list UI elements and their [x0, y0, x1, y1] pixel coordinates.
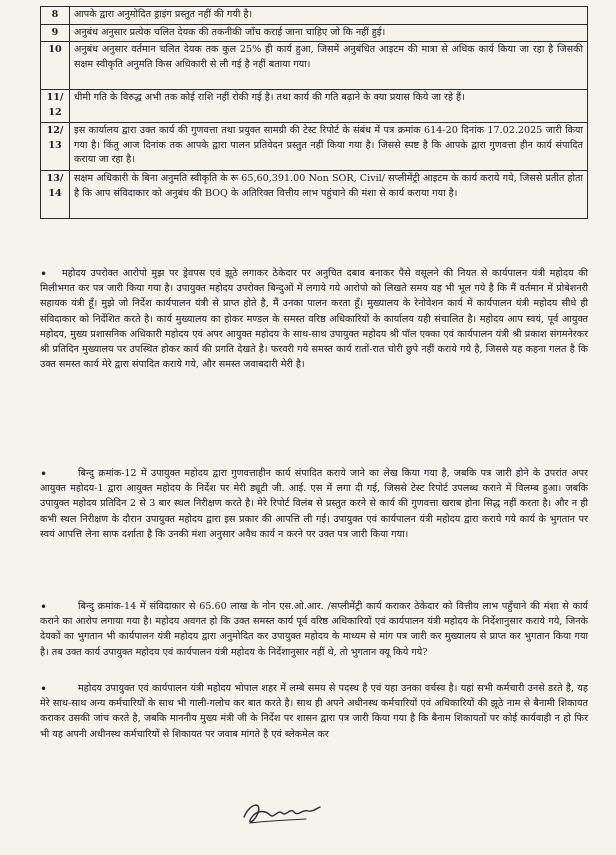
row-number: 8	[41, 7, 70, 25]
table-row	[41, 42, 588, 90]
bullet-icon: •	[40, 600, 48, 614]
signature-mark	[236, 793, 326, 833]
table-row	[41, 171, 588, 219]
table-row	[41, 90, 588, 123]
table-row	[41, 24, 588, 42]
body-paragraph: बिन्दु क्रमांक-14 में संविदाकार से 65.60 लाख के नोन एस.ओ.आर. /सप्लीमेंट्री कार्य कराकर ठेकेदार को वित्तीय लाभ पहुँचाने की मंशा से कार्य कराने का आरोप लगाया गया है। महोदय अवगत हो कि उक्त समस्त कार्य पूर्व वरिष्ठ अधिकारियों एवं कार्यपालन यंत्री महोदय के निर्देशानुसार कराये गये, जिनके देयकों का भुगतान भी कार्यपालन यंत्री महोदय द्वारा अनुमोदित कर उपायुक्त महोदय के माध्यम से मांग पत्र जारी कर मुख्यालय से प्राप्त कर भुगतान किया गया है। तब उक्त कार्य उपायुक्त महोदय एवं कार्यपालन यंत्री महोदय के निर्देशानुसार नहीं थे, तो भुगतान क्यू किये गये?	[40, 601, 588, 658]
table-row	[41, 7, 588, 25]
row-number: 12/ 13	[41, 123, 70, 171]
bullet-icon: •	[40, 467, 48, 481]
body-paragraph: महोदय उपायुक्त एवं कार्यपालन यंत्री महोदय भोपाल शहर में लम्बे समय से पदस्थ है एवं यहा उनका वर्चस्व है। यहां सभी कर्मचारी उनसे डरते है, यह मेरे साथ-साथ अन्य कर्मचारियों के साथ भी गाली-गलोच कर बात करते है। साथ ही अपने अधीनस्थ कर्मचारियों एवं अधिकारियों की झूठे नाम से बैनामी शिकायत कराकर उसकी जांच करते है, जबकि माननीय मुख्य मंत्री जी के निर्देश पर शासन द्वारा पत्र जारी किया गया है कि बैनाम शिकायतों पर कोई कार्यवाही न हो फिर भी यह अपनी अधीनस्थ कर्मचारियों से शिकायत पर जवाब मांगते है एवं ब्लेकमेल कर	[40, 683, 588, 740]
bullet-icon: •	[40, 267, 48, 281]
bullet-icon: •	[40, 682, 48, 696]
row-text: आपके द्वारा अनुमोदित ड्राइंग प्रस्तुत नहीं की गयी है।	[70, 7, 588, 25]
row-number: 9	[41, 24, 70, 42]
row-text: इस कार्यालय द्वारा उक्त कार्य की गुणवत्ता तथा प्रयुक्त सामग्री की टेस्ट रिपोर्ट के संबंध में पत्र क्रमांक 614-20 दिनांक 17.02.2025 जारी किया गया है। किंतु आज दिनांक तक आपके द्वारा पालन प्रतिवेदन प्रस्तुत नहीं किया गया है। जिससे स्पष्ट है कि आपके द्वारा गुणवत्ता हीन कार्य संपादित कराया जा रहा है।	[70, 123, 588, 171]
row-text: सक्षम अधिकारी के बिना अनुमति स्वीकृति के रू 65,60,391.00 Non SOR, Civil/ सप्लीमेंट्री आइटम के कार्य कराये गये, जिससे प्रतीत होता है कि आप संविदाकार को अनुबंध की BOQ के अतिरिक्त वित्तीय लाभ पहुंचाने की मंशा से कार्य कराया गया है।	[70, 171, 588, 219]
row-number: 13/ 14	[41, 171, 70, 219]
row-text: अनुबंध अनुसार वर्तमान चलित देयक तक कुल 25% ही कार्य हुआ, जिसमें अनुबंधित आइटम की मात्रा से अधिक कार्य किया जा रहा है जिसकी सक्षम स्वीकृति अनुमति किस अधिकारी से ली गई है नहीं बताया गया।	[70, 42, 588, 90]
row-text: धीमी गति के विरुद्ध अभी तक कोई राशि नहीं रोकी गई है। तथा कार्य की गति बढ़ाने के क्या प्रयास किये जा रहे हैं।	[70, 90, 588, 123]
row-number: 10	[41, 42, 70, 90]
body-paragraph: बिन्दु क्रमांक-12 में उपायुक्त महोदय द्वारा गुणवत्ताहीन कार्य संपादित कराये जाने का लेख किया गया है, जबकि पत्र जारी होने के उपरांत अपर आयुक्त महोदय-1 द्वारा आयुक्त महोदय के निर्देश पर मेरी ड्यूटी जी. आई. एस में लगा दी गई, जिससे टेस्ट रिपोर्ट उपलब्ध कराने में विलम्ब हुआ। जबकि उपायुक्त महोदय प्रतिदिन 2 से 3 बार स्थल निरीक्षण करते है। मेरे रिपोर्ट विलंब से प्रस्तुत करने से कार्य की गुणवत्ता खराब होना सिद्ध नहीं करता है। और न ही कभी स्थल निरीक्षण के दौरान उपायुक्त महोदय द्वारा इस प्रकार की आपत्ति ली गई। उपायुक्त एवं कार्यपालन यंत्री महोदय द्वारा कराये गये कार्य के भुगतान पर स्वयं आपत्ति लेना साफ दर्शाता है कि उनकी मंशा अनुसार अवैध कार्य न करने पर उक्त पत्र जारी किया गया।	[40, 468, 588, 540]
body-paragraph: महोदय उपरोक्त आरोपो मुझ पर ड्रेवपस एवं झूठे लगाकर ठेकेदार पर अनुचित दबाव बनाकर पैसे वसूलने की नियत से कार्यपालन यंत्री महोदय की मिलीभगत कर पत्र जारी किया गया है। उपायुक्त महोदय उपरोक्त बिन्दुओं में लगाये गये आरोपो को लिखते समय यह भी भूल गये है कि मैं वर्तमान में प्रोबेशनरी सहायक यंत्री हूँ। मुझे जो निर्देश कार्यपालन यंत्री से प्राप्त होते है, मैं उनका पालन करता हूँ। मुख्यालय के रेनोवेशन कार्य में कार्यपालन यंत्री महोदय सीधे ही संविदाकार को निर्देशित करते है। कार्य मुख्यालय का होकर मण्डल के समस्त वरिष्ठ अधिकारियों के कार्यालय यही संचालित है। महोदय आप स्वयं, पूर्व आयुक्त महोदय, मुख्य प्रशासनिक अधिकारी महोदय एवं अपर आयुक्त महोदय के साथ-साथ उपायुक्त महोदय श्री पॉल एक्का एवं कार्यपालन यंत्री श्री प्रकाश संगमनेरकर श्री प्रतिदिन मुख्यालय पर उपस्थित होकर कार्य की प्रगति देखते है। फरवरी गये समस्त कार्य रातों-रात चोरी छुपे नहीं कराये गये है, जिससे यह कहना गलत है कि उक्त समस्त कार्य मेरे द्वारा संपादित कराये गये, और समस्त जवाबदारी मेरी है।	[40, 268, 588, 371]
points-table	[40, 6, 588, 219]
row-text: अनुबंध अनुसार प्रत्येक चलित देयक की तकनीकी जाँच कराई जाना चाहिए जो कि नहीं हुई।	[70, 24, 588, 42]
row-number: 11/ 12	[41, 90, 70, 123]
table-row	[41, 123, 588, 171]
